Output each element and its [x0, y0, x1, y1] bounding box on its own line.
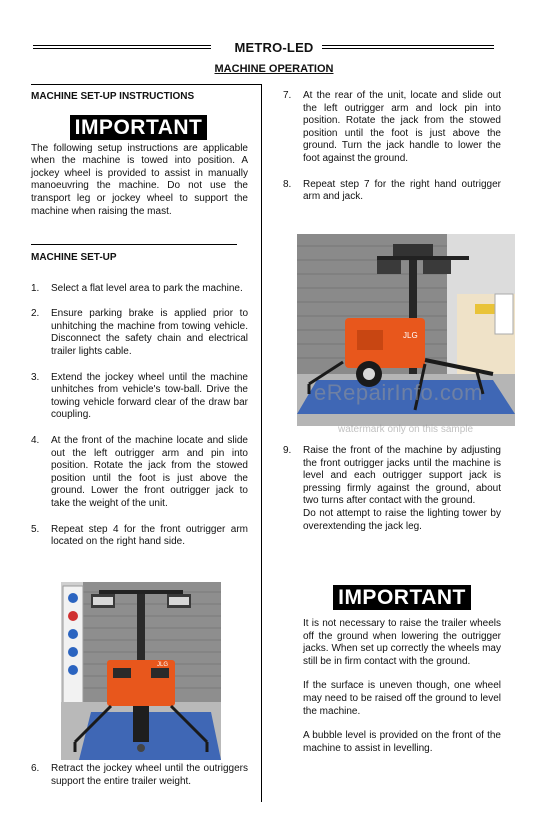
- svg-text:JLG: JLG: [157, 662, 169, 668]
- step-note: Do not attempt to raise the lighting tower by overextending the jack leg.: [303, 507, 501, 532]
- left-column: [31, 91, 248, 218]
- step-number: 2.: [31, 308, 40, 320]
- note-paragraph: A bubble level is provided on the front of the machine to assist in levelling.: [303, 730, 501, 754]
- list-item: [31, 524, 248, 549]
- important-notes: [303, 585, 501, 755]
- right-steps: [283, 90, 501, 204]
- important-label: IMPORTANT: [333, 585, 471, 610]
- list-item: [31, 283, 248, 296]
- step-number: 9.: [283, 445, 292, 456]
- step-text: Extend the jockey wheel until the machine unhitches from vehicle's tow-ball. Drive the towing vehicle forward clear of the draw bar coupling.: [51, 371, 248, 421]
- step-number: 4.: [31, 434, 40, 446]
- column-divider: [261, 84, 262, 802]
- step-text: Retract the jockey wheel until the outriggers support the entire trailer weight.: [51, 763, 248, 787]
- step-text: Raise the front of the machine by adjusting the front outrigger jacks until the machine is level and each outrigger support jack is pressing firmly against the ground, about two turns after contact with the ground.: [303, 445, 501, 507]
- note-paragraph: If the surface is uneven though, one wheel may need to be raised off the ground to level the machine.: [303, 680, 501, 717]
- list-item: [283, 90, 501, 166]
- watermark-sub: watermark only on this sample: [338, 424, 474, 435]
- intro-paragraph: The following setup instructions are applicable when the machine is towed into position. A jockey wheel is provided to assist in manually manoeuvring the machine. Do not use the transport leg or jockey wheel to support the machine when raising the mast.: [31, 142, 248, 217]
- list-item: [283, 179, 501, 204]
- setup-heading: MACHINE SET-UP: [31, 252, 117, 263]
- section-title: MACHINE OPERATION: [214, 63, 334, 75]
- list-item: [31, 435, 248, 511]
- step-number: 7.: [283, 90, 292, 101]
- setup-list: [31, 252, 248, 549]
- note-paragraph: It is not necessary to raise the trailer wheels off the ground when lowering the outrigger jacks. When set up correctly the wheels may still be in firm contact with the ground.: [303, 618, 501, 667]
- important-label: IMPORTANT: [70, 115, 208, 140]
- list-item: [283, 445, 501, 508]
- svg-text:JLG: JLG: [403, 331, 418, 340]
- step-number: 8.: [283, 178, 292, 190]
- step-text: Select a flat level area to park the machine.: [51, 282, 243, 294]
- step-text: At the front of the machine locate and slide out the left outrigger arm and pin into position. Rotate the jack from the stowed position until the foot is just above the ground. Lower the front outrigger jack to take the weight of the unit.: [51, 434, 248, 509]
- step-number: 6.: [31, 763, 40, 774]
- step-six: [31, 763, 248, 788]
- header-rule-right: [322, 45, 494, 49]
- list-item: [31, 372, 248, 422]
- step-number: 5.: [31, 523, 40, 535]
- watermark-main: eRepairInfo.com: [314, 380, 483, 405]
- list-item: [31, 308, 248, 358]
- document-title: METRO-LED: [234, 40, 314, 55]
- list-item: [31, 763, 248, 788]
- lighting-tower-front-image: [61, 582, 221, 760]
- lighting-tower-front-photo: [61, 582, 221, 760]
- step-number: 3.: [31, 371, 40, 383]
- left-mid-rule: [31, 244, 237, 245]
- step-nine: [283, 445, 501, 533]
- step-text: At the rear of the unit, locate and slide out the left outrigger arm and lock pin into position. Rotate the jack from the stowed position until the foot is just above the ground. Turn the jack handle to lower the foot against the ground.: [303, 90, 501, 164]
- left-top-rule: [31, 84, 261, 85]
- step-text: Repeat step 4 for the front outrigger arm located on the right hand side.: [51, 523, 248, 548]
- step-number: 1.: [31, 282, 40, 294]
- setup-instructions-heading: MACHINE SET-UP INSTRUCTIONS: [31, 91, 195, 102]
- step-text: Ensure parking brake is applied prior to unhitching the machine from towing vehicle. Disconnect the safety chain and electrical trailer lights cable.: [51, 308, 248, 357]
- list-item: [283, 508, 501, 533]
- step-text: Repeat step 7 for the right hand outrigger arm and jack.: [303, 178, 501, 203]
